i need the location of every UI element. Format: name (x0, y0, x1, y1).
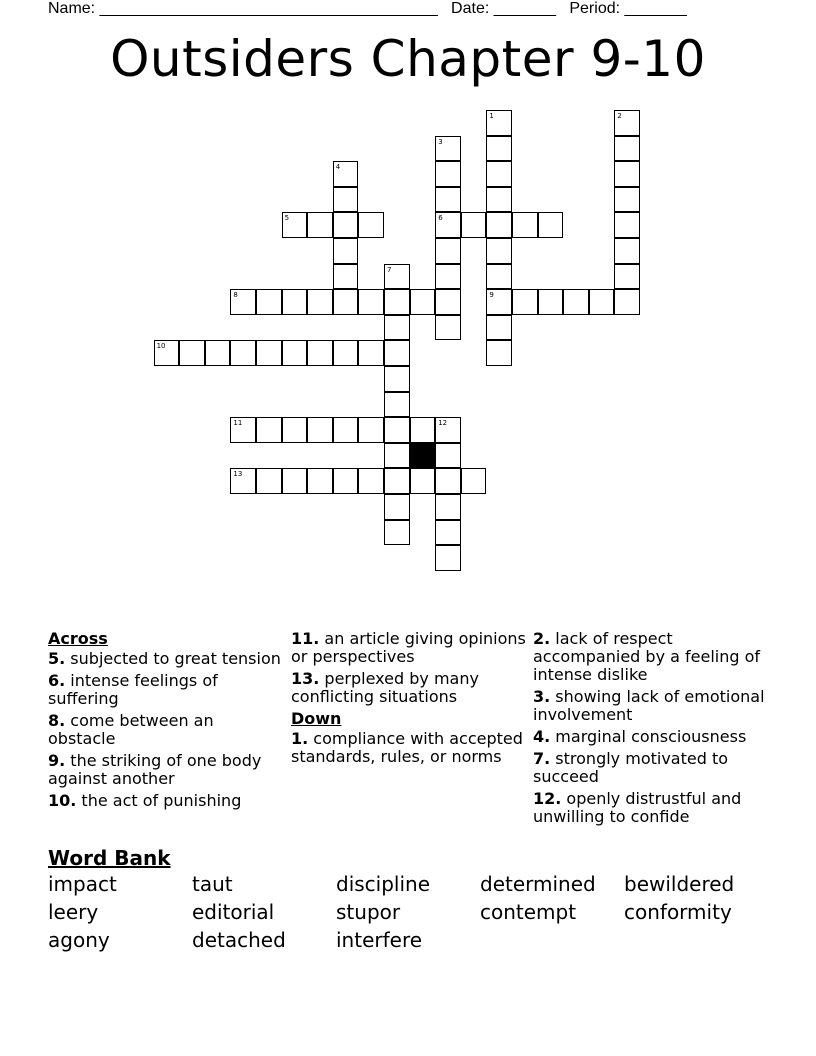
word-bank-word: agony (48, 928, 110, 952)
grid-cell[interactable] (410, 417, 436, 443)
grid-cell[interactable] (384, 289, 410, 315)
grid-cell[interactable] (282, 289, 308, 315)
grid-cell[interactable] (384, 443, 410, 469)
clue-number-label: 8 (233, 291, 238, 300)
down-heading: Down (291, 709, 342, 728)
grid-cell[interactable] (333, 417, 359, 443)
grid-cell[interactable] (486, 212, 512, 238)
clue-text: openly distrustful and unwilling to confide (533, 789, 742, 826)
clue-text: perplexed by many conflicting situations (291, 669, 479, 706)
grid-cell[interactable] (614, 289, 640, 315)
clue-number-label: 5 (284, 214, 290, 223)
clue-text: subjected to great tension (65, 649, 281, 668)
grid-cell[interactable] (435, 468, 461, 494)
clue (291, 670, 526, 706)
grid-cell[interactable] (486, 187, 512, 213)
clue-number: 2. (533, 629, 551, 648)
across-heading: Across (48, 629, 108, 648)
grid-cell[interactable] (435, 315, 461, 341)
clue-number-label: 6 (438, 214, 443, 223)
word-bank-word: editorial (192, 900, 275, 924)
word-bank-word: detached (192, 928, 286, 952)
grid-cell[interactable] (384, 417, 410, 443)
grid-cell[interactable] (333, 187, 359, 213)
grid-cell[interactable] (282, 340, 308, 366)
grid-cell[interactable] (384, 366, 410, 392)
grid-cell[interactable] (358, 340, 384, 366)
clue-text: compliance with accepted standards, rules, or norms (291, 729, 523, 766)
grid-cell[interactable] (461, 212, 487, 238)
clue-number: 12. (533, 789, 562, 808)
grid-cell[interactable] (333, 238, 359, 264)
clue-number: 7. (533, 749, 551, 768)
name-date-period-line: Name: ______________________________________ Date: _______ Period: _______ (48, 0, 687, 17)
grid-cell[interactable] (358, 212, 384, 238)
clue-text: lack of respect accompanied by a feeling of intense dislike (533, 629, 761, 684)
grid-cell[interactable] (486, 340, 512, 366)
grid-cell[interactable] (410, 468, 436, 494)
grid-cell[interactable] (410, 289, 436, 315)
clue (533, 688, 768, 724)
word-bank-word: contempt (480, 900, 577, 924)
grid-cell[interactable] (256, 468, 282, 494)
word-bank-word: impact (48, 872, 117, 896)
grid-cell[interactable] (333, 212, 359, 238)
grid-cell[interactable] (512, 289, 538, 315)
grid-cell[interactable] (435, 443, 461, 469)
grid-cell[interactable] (307, 468, 333, 494)
word-bank-word: conformity (624, 900, 732, 924)
clue-number: 9. (48, 751, 66, 770)
clue-number: 1. (291, 729, 309, 748)
grid-cell[interactable] (358, 289, 384, 315)
clue-number: 13. (291, 669, 320, 688)
grid-cell[interactable] (333, 340, 359, 366)
clue (533, 630, 768, 684)
clue-number: 6. (48, 671, 66, 690)
grid-cell[interactable] (614, 136, 640, 162)
grid-cell[interactable] (538, 212, 564, 238)
clue (533, 750, 768, 786)
grid-cell[interactable] (307, 289, 333, 315)
grid-cell[interactable] (384, 340, 410, 366)
clue-number-label: 10 (156, 342, 166, 351)
grid-cell[interactable] (307, 212, 333, 238)
grid-cell[interactable] (563, 289, 589, 315)
grid-cell[interactable] (435, 494, 461, 520)
clue-number-label: 1 (489, 112, 494, 120)
clue (291, 730, 526, 766)
clue-number: 3. (533, 687, 551, 706)
black-cell (410, 443, 436, 469)
grid-cell[interactable] (614, 238, 640, 264)
grid-cell[interactable] (614, 161, 640, 187)
grid-cell[interactable] (614, 212, 640, 238)
grid-cell[interactable] (358, 417, 384, 443)
clue-number-label: 11 (233, 419, 243, 428)
clue-number: 11. (291, 629, 320, 648)
clue (533, 728, 768, 746)
grid-cell[interactable] (230, 340, 256, 366)
grid-cell[interactable] (358, 468, 384, 494)
clue-number-label: 7 (387, 265, 392, 274)
grid-cell[interactable] (614, 264, 640, 290)
grid-cell[interactable] (384, 392, 410, 418)
grid-cell[interactable] (435, 520, 461, 546)
grid-cell[interactable] (307, 417, 333, 443)
clue (291, 630, 526, 666)
clue-number: 4. (533, 727, 551, 746)
grid-cell[interactable] (333, 264, 359, 290)
clue (533, 790, 768, 826)
clue-number-label: 3 (438, 137, 443, 146)
word-bank (48, 872, 768, 952)
grid-cell[interactable] (333, 289, 359, 315)
clue-text: intense feelings of suffering (48, 671, 218, 708)
grid-cell[interactable] (589, 289, 615, 315)
word-bank-word: taut (192, 872, 233, 896)
clue-number-label: 12 (438, 419, 448, 428)
word-bank-word: discipline (336, 872, 431, 896)
grid-cell[interactable] (384, 315, 410, 341)
grid-cell[interactable] (256, 417, 282, 443)
grid-cell[interactable] (256, 289, 282, 315)
grid-cell[interactable] (333, 468, 359, 494)
grid-cell[interactable] (435, 238, 461, 264)
grid-cell[interactable] (461, 468, 487, 494)
clue-number: 5. (48, 649, 66, 668)
clue-number-label: 13 (233, 470, 243, 479)
grid-cell[interactable] (435, 545, 461, 571)
grid-cell[interactable] (486, 136, 512, 162)
clue-text: an article giving opinions or perspectives (291, 629, 526, 666)
clue-number-label: 4 (335, 163, 341, 172)
clue-text: the act of punishing (76, 791, 242, 810)
clue (48, 712, 283, 748)
grid-cell[interactable] (384, 494, 410, 520)
clue-number-label: 2 (617, 112, 622, 120)
word-bank-title: Word Bank (48, 846, 171, 870)
grid-cell[interactable] (256, 340, 282, 366)
grid-cell[interactable] (179, 340, 205, 366)
grid-cell[interactable] (435, 289, 461, 315)
grid-cell[interactable] (486, 315, 512, 341)
grid-cell[interactable] (307, 340, 333, 366)
clue-text: come between an obstacle (48, 711, 214, 748)
grid-cell[interactable] (486, 264, 512, 290)
grid-cell[interactable] (435, 187, 461, 213)
grid-cell[interactable] (435, 161, 461, 187)
grid-cell[interactable] (435, 264, 461, 290)
across-clue-list (48, 650, 283, 810)
word-bank-word: interfere (336, 928, 423, 952)
grid-cell[interactable] (512, 212, 538, 238)
word-bank-word: bewildered (624, 872, 735, 896)
clues-column-1 (48, 630, 283, 814)
grid-cell[interactable] (614, 187, 640, 213)
clue (48, 650, 283, 668)
clue (48, 752, 283, 788)
clue-number: 8. (48, 711, 66, 730)
across-clue-list-continued (291, 630, 526, 706)
down-clue-list-continued (533, 630, 768, 826)
grid-cell[interactable] (486, 238, 512, 264)
grid-cell[interactable] (384, 468, 410, 494)
grid-cell[interactable] (538, 289, 564, 315)
grid-cell[interactable] (205, 340, 231, 366)
word-bank-word: stupor (336, 900, 401, 924)
clue-text: marginal consciousness (550, 727, 747, 746)
page-title: Outsiders Chapter 9-10 (110, 30, 706, 88)
clue-number-label: 9 (489, 291, 494, 300)
grid-cell[interactable] (282, 468, 308, 494)
clue-text: strongly motivated to succeed (533, 749, 729, 786)
clues-column-2 (291, 630, 526, 770)
clues-column-3 (533, 630, 768, 830)
clue (48, 792, 283, 810)
grid-cell[interactable] (486, 161, 512, 187)
word-bank-word: determined (480, 872, 596, 896)
word-bank-word: leery (48, 900, 99, 924)
grid-cell[interactable] (384, 520, 410, 546)
down-clue-list (291, 730, 526, 766)
clue-number: 10. (48, 791, 77, 810)
clue-text: showing lack of emotional involvement (533, 687, 765, 724)
grid-cell[interactable] (282, 417, 308, 443)
clue-text: the striking of one body against another (48, 751, 262, 788)
clue (48, 672, 283, 708)
